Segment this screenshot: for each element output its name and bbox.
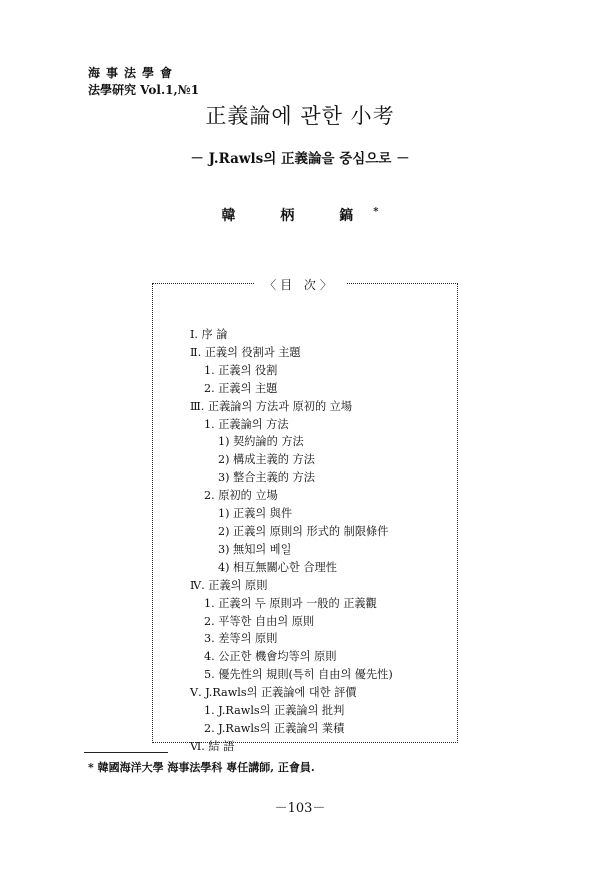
toc-item: Ⅵ. 結 語 bbox=[190, 739, 235, 753]
paper-subtitle: － J.Rawls의 正義論을 중심으로 － bbox=[190, 151, 410, 167]
toc-item: 3) 整合主義的 方法 bbox=[218, 471, 315, 485]
toc-item: 5. 優先性의 規則(특히 自由의 優先性) bbox=[204, 668, 393, 682]
toc-item: Ⅰ. 序 論 bbox=[190, 328, 228, 341]
toc-item: 1. J.Rawls의 正義論의 批判 bbox=[204, 704, 345, 718]
toc-item: 2. J.Rawls의 正義論의 業積 bbox=[204, 721, 345, 735]
paper-title: 正義論에 관한 小考 bbox=[205, 104, 395, 128]
toc-item: 2) 構成主義的 方法 bbox=[218, 453, 315, 467]
toc-item: Ⅴ. J.Rawls의 正義論에 대한 評價 bbox=[190, 686, 357, 700]
toc-heading-text: 〈目 次〉 bbox=[254, 278, 346, 292]
toc-item: 1. 正義의 두 原則과 一般的 正義觀 bbox=[204, 596, 377, 610]
toc-item: 4) 相互無關心한 合理性 bbox=[218, 560, 337, 574]
toc-item: 1. 正義의 役割 bbox=[204, 363, 278, 377]
toc-item: 3. 差等의 原則 bbox=[204, 632, 278, 646]
toc-list bbox=[190, 326, 393, 756]
journal-name: 海事法學會 bbox=[88, 66, 179, 80]
toc-item: 3) 無知의 베일 bbox=[218, 542, 292, 556]
toc-item: 4. 公正한 機會均等의 原則 bbox=[204, 650, 337, 664]
footnote: * 韓國海洋大學 海事法學科 專任講師, 正會員. bbox=[88, 761, 315, 774]
toc-item: Ⅱ. 正義의 役割과 主題 bbox=[190, 345, 301, 359]
toc-item: 1. 正義論의 方法 bbox=[204, 417, 289, 431]
author-name: 韓 柄 鎬 bbox=[221, 208, 374, 224]
toc-heading bbox=[0, 276, 600, 293]
toc-item: 2. 原初的 立場 bbox=[204, 489, 278, 503]
journal-volume: 法學硏究 Vol.1,№1 bbox=[88, 83, 200, 97]
page-number: －103－ bbox=[274, 801, 326, 816]
author-footnote-mark: * bbox=[373, 206, 379, 218]
toc-item: Ⅲ. 正義論의 方法과 原初的 立場 bbox=[190, 399, 353, 413]
toc-item: Ⅳ. 正義의 原則 bbox=[190, 578, 268, 592]
author-line bbox=[0, 205, 600, 225]
toc-item: 2) 正義의 原則의 形式的 制限條件 bbox=[218, 524, 389, 538]
footnote-rule bbox=[84, 752, 168, 753]
toc-item: 2. 正義의 主題 bbox=[204, 381, 278, 395]
toc-item: 1) 正義의 與件 bbox=[218, 507, 293, 521]
toc-item: 2. 平等한 自由의 原則 bbox=[204, 614, 315, 628]
toc-item: 1) 契約論的 方法 bbox=[218, 435, 304, 449]
